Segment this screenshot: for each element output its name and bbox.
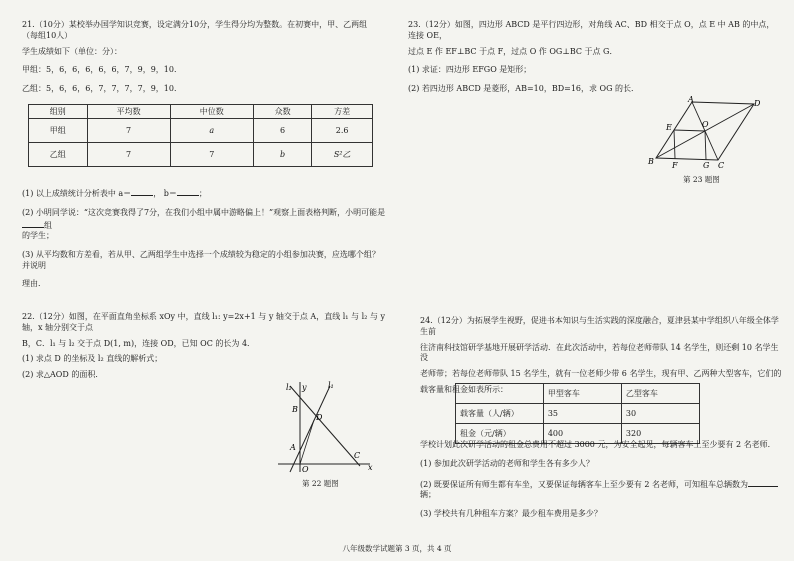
- segment-ef: [674, 130, 675, 159]
- segment-od: [300, 420, 314, 464]
- table-header-cell: [456, 384, 544, 404]
- label-x: x: [368, 463, 373, 472]
- q24-parts: [420, 440, 782, 525]
- q21-group-b: 乙组：5，6，6，6，7，7，7，7，9，10．: [22, 84, 182, 94]
- question-23: [408, 20, 780, 100]
- table-header-row: [29, 105, 373, 119]
- q24-part1: (1) 参加此次研学活动的老师和学生各有多少人？: [420, 458, 594, 468]
- q21-stem1: 21.（10分）某校举办国学知识竞赛，设定满分10分，学生得分均为整数。在初赛中，甲、乙两组（每组10人）: [22, 20, 368, 40]
- label-o: O: [702, 120, 709, 129]
- q24-line1: 24.（12分）为拓展学生视野，促进书本知识与生活实践的深度融合，夏津县某中学组织八年级全体学生前: [420, 316, 779, 336]
- table-cell: 7: [87, 119, 170, 143]
- q23-part1: (1) 求证：四边形 EFGO 是矩形；: [408, 65, 532, 75]
- table-header-cell: 众数: [253, 105, 312, 119]
- label-g: G: [703, 161, 710, 170]
- q24-after1: 学校计划此次研学活动的租金总费用不超过 3000 元，为安全起见，每辆客车上至少要有 2 名老师．: [420, 440, 776, 449]
- q22-caption: 第 22 题图: [302, 479, 339, 488]
- label-e: E: [666, 123, 672, 132]
- q21-part2-text: (2) 小明同学说：“这次竞赛我得了7分，在我们小组中属中游略偏上！”观察上面表格判断，小明可能是: [22, 207, 386, 217]
- q22-figure: [268, 378, 378, 473]
- label-l1: l₁: [328, 381, 334, 390]
- table-cell: 7: [87, 143, 170, 167]
- table-cell: 30: [621, 404, 699, 424]
- table-cell: 320: [621, 424, 699, 444]
- table-cell: 租金（元/辆）: [456, 424, 544, 444]
- table-cell: 2.6: [312, 119, 373, 143]
- q23-figure: [646, 94, 764, 172]
- label-a: A: [290, 443, 296, 452]
- q22-part1: (1) 求点 D 的坐标及 l₂ 直线的解析式；: [22, 354, 163, 364]
- q21-part2: [22, 208, 387, 242]
- q24-part3: (3) 学校共有几种租车方案？最少租车费用是多少？: [420, 509, 602, 519]
- table-cell: a: [170, 119, 253, 143]
- q21-group-a: 甲组：5，6，6，6，6，6，7，9，9，10．: [22, 65, 182, 75]
- table-row: [29, 119, 373, 143]
- table-cell: b: [253, 143, 312, 167]
- q24-part2-end: 辆；: [420, 490, 436, 500]
- label-d: D: [754, 99, 761, 108]
- answer-blank[interactable]: [177, 187, 199, 196]
- q21-part2-tail: 组: [44, 220, 52, 230]
- q21-part1-text: (1) 以上成绩统计分析表中 a＝: [22, 189, 132, 198]
- q24-line4: 载客量和租金如表所示：: [420, 384, 508, 394]
- table-row: [456, 404, 700, 424]
- table-cell: 载客量（人/辆）: [456, 404, 544, 424]
- label-c: C: [354, 451, 361, 460]
- q23-part2: (2) 若四边形 ABCD 是菱形，AB=10，BD=16，求 OG 的长．: [408, 84, 640, 94]
- answer-blank[interactable]: [22, 219, 44, 228]
- table-cell: 6: [253, 119, 312, 143]
- q23-line2: 过点 E 作 EF⊥BC 于点 F，过点 O 作 OG⊥BC 于点 G．: [408, 46, 618, 56]
- segment-eo: [674, 130, 705, 131]
- table-header-row: [456, 384, 700, 404]
- segment-og: [705, 131, 706, 160]
- label-b: B: [292, 405, 298, 414]
- label-l2: l₂: [286, 383, 292, 392]
- q23-caption: 第 23 题图: [683, 175, 720, 184]
- table-header-cell: 中位数: [170, 105, 253, 119]
- table-header-cell: 方差: [312, 105, 373, 119]
- answer-blank[interactable]: [748, 478, 778, 487]
- table-row: [29, 143, 373, 167]
- table-cell: 甲组: [29, 119, 88, 143]
- answer-blank[interactable]: [131, 187, 153, 196]
- q24-part2: [420, 478, 782, 502]
- q21-stem2: 学生成绩如下（单位：分）：: [22, 46, 122, 56]
- q21-part1-mid: ， b＝: [153, 189, 177, 198]
- q22-line1: 22.（12分）如图，在平面直角坐标系 xOy 中，直线 l₁: y=2x+1 与 y 轴交于点 A，直线 l₁ 与 l₂ 与 y 轴，x 轴分别交于点: [22, 312, 385, 332]
- table-header-cell: 平均数: [87, 105, 170, 119]
- page-footer: 八年级数学试题第 3 页，共 4 页: [342, 544, 452, 553]
- q21-part1: [22, 187, 387, 200]
- q23-line1: 23.（12分）如图，四边形 ABCD 是平行四边形，对角线 AC、BD 相交于点 O，点 E 中 AB 的中点，连接 OE，: [408, 20, 775, 40]
- table-header-cell: 甲型客车: [543, 384, 621, 404]
- q21-parts: [22, 187, 387, 295]
- table-cell: 35: [543, 404, 621, 424]
- label-a: A: [688, 95, 694, 104]
- q21-part3: [22, 250, 387, 289]
- table-header-cell: 组别: [29, 105, 88, 119]
- q24-line3: 老师带；若每位老师带队 15 名学生，就有一位老师少带 6 名学生，现有甲、乙两种大型客车，它们的: [420, 369, 782, 379]
- q22-line2: B，C．l₁ 与 l₂ 交于点 D(1, m)，连接 OD，已知 OC 的长为 4．: [22, 338, 256, 348]
- q21-stats-table: [28, 104, 373, 167]
- label-o: O: [302, 465, 309, 473]
- label-d: D: [316, 413, 323, 422]
- label-c: C: [718, 161, 725, 170]
- question-21: [22, 20, 382, 100]
- q24-part2-text: (2) 既要保证所有师生都有车坐，又要保证每辆客车上至少要有 2 名老师，可知租车总辆数为: [420, 479, 749, 489]
- q21-part3-text: (3) 从平均数和方差看，若从甲、乙两组学生中选择一个成绩较为稳定的小组参加决赛，应选哪个组？并说明: [22, 250, 380, 270]
- q24-bus-table: [455, 383, 700, 444]
- table-cell: 400: [543, 424, 621, 444]
- table-cell: 乙组: [29, 143, 88, 167]
- q24-line2: 往济南科技馆研学基地开展研学活动．在此次活动中，若每位老师带队 14 名学生，则还剩 10 名学生没: [420, 342, 779, 363]
- q22-part2: (2) 求△AOD 的面积．: [22, 370, 104, 380]
- table-header-cell: 乙型客车: [621, 384, 699, 404]
- q21-part1-end: ；: [198, 189, 207, 198]
- label-b: B: [648, 157, 654, 166]
- label-y: y: [302, 383, 307, 392]
- q21-part3-end: 理由．: [22, 278, 46, 288]
- label-f: F: [672, 161, 678, 170]
- table-cell: S²乙: [312, 143, 373, 167]
- question-22: [22, 312, 392, 386]
- line-l1: [290, 386, 330, 472]
- q21-part2-end: 的学生；: [22, 231, 54, 241]
- table-cell: 7: [170, 143, 253, 167]
